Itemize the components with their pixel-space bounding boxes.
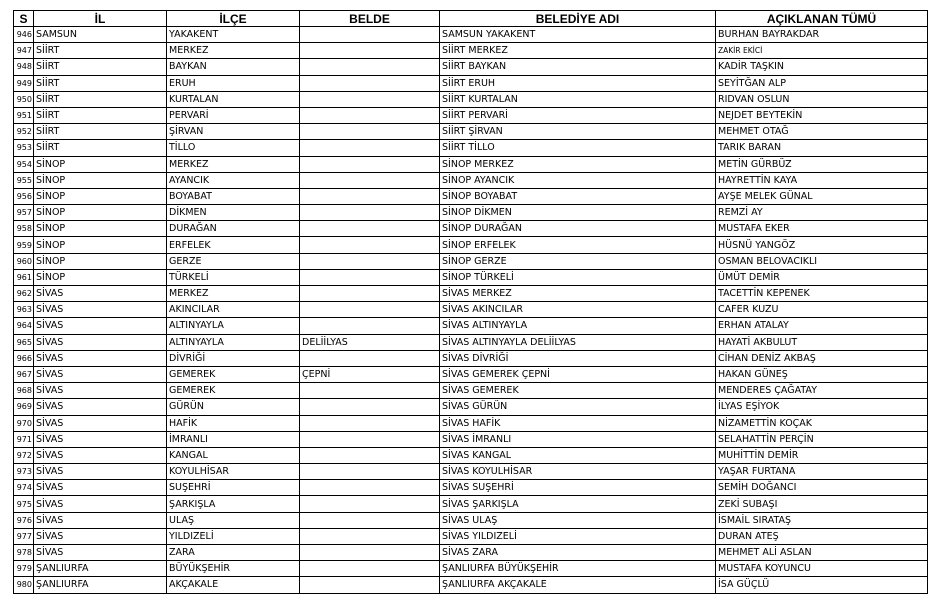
table-row xyxy=(14,512,928,528)
belde-cell xyxy=(300,107,440,123)
belde-cell: ÇEPNİ xyxy=(300,366,440,382)
ilce-cell: ŞİRVAN xyxy=(167,124,300,140)
row-number: 949 xyxy=(14,75,34,91)
table-row xyxy=(14,188,928,204)
aciklanan-cell: TARIK BARAN xyxy=(716,140,928,156)
table-row xyxy=(14,480,928,496)
belediye-adi-cell: SİİRT ŞİRVAN xyxy=(440,124,716,140)
il-cell: SİNOP xyxy=(34,172,167,188)
row-number: 969 xyxy=(14,399,34,415)
aciklanan-cell: MUHİTTİN DEMİR xyxy=(716,447,928,463)
ilce-cell: PERVARİ xyxy=(167,107,300,123)
table-row xyxy=(14,318,928,334)
il-cell: SİNOP xyxy=(34,188,167,204)
row-number: 978 xyxy=(14,545,34,561)
row-number: 956 xyxy=(14,188,34,204)
aciklanan-cell: YAŞAR FURTANA xyxy=(716,464,928,480)
ilce-cell: ERUH xyxy=(167,75,300,91)
belde-cell xyxy=(300,237,440,253)
belediye-adi-cell: SİNOP AYANCIK xyxy=(440,172,716,188)
il-cell: SİNOP xyxy=(34,205,167,221)
belediye-adi-cell: SİVAS KOYULHİSAR xyxy=(440,464,716,480)
aciklanan-cell: METİN GÜRBÜZ xyxy=(716,156,928,172)
ilce-cell: TİLLO xyxy=(167,140,300,156)
il-cell: SİVAS xyxy=(34,464,167,480)
belediye-adi-cell: SİİRT TİLLO xyxy=(440,140,716,156)
row-number: 951 xyxy=(14,107,34,123)
aciklanan-cell: REMZİ AY xyxy=(716,205,928,221)
belediye-adi-cell: SİVAS GÜRÜN xyxy=(440,399,716,415)
belediye-adi-cell: SİVAS YILDIZELİ xyxy=(440,528,716,544)
aciklanan-cell: HAKAN GÜNEŞ xyxy=(716,366,928,382)
belde-cell xyxy=(300,43,440,59)
il-cell: SİVAS xyxy=(34,383,167,399)
ilce-cell: DURAĞAN xyxy=(167,221,300,237)
belediye-adi-cell: SİVAS İMRANLI xyxy=(440,431,716,447)
table-row xyxy=(14,545,928,561)
belediye-adi-cell: SİNOP TÜRKELİ xyxy=(440,269,716,285)
il-cell: SAMSUN xyxy=(34,27,167,43)
belediye-adi-cell: SİNOP ERFELEK xyxy=(440,237,716,253)
row-number: 972 xyxy=(14,447,34,463)
table-row xyxy=(14,496,928,512)
belde-cell xyxy=(300,561,440,577)
ilce-cell: KOYULHİSAR xyxy=(167,464,300,480)
ilce-cell: GEMEREK xyxy=(167,383,300,399)
il-cell: SİVAS xyxy=(34,366,167,382)
ilce-cell: DİVRİĞİ xyxy=(167,350,300,366)
ilce-cell: KANGAL xyxy=(167,447,300,463)
aciklanan-cell: MUSTAFA EKER xyxy=(716,221,928,237)
belediye-adi-cell: SİVAS HAFİK xyxy=(440,415,716,431)
belde-cell xyxy=(300,528,440,544)
ilce-cell: YAKAKENT xyxy=(167,27,300,43)
aciklanan-cell: CAFER KUZU xyxy=(716,302,928,318)
belediye-adi-cell: SİVAS ALTINYAYLA xyxy=(440,318,716,334)
table-row xyxy=(14,269,928,285)
row-number: 959 xyxy=(14,237,34,253)
il-cell: SİİRT xyxy=(34,91,167,107)
belde-cell xyxy=(300,124,440,140)
aciklanan-cell: NİZAMETTİN KOÇAK xyxy=(716,415,928,431)
belde-cell xyxy=(300,545,440,561)
table-row xyxy=(14,561,928,577)
belediye-adi-cell: SİVAS SUŞEHRİ xyxy=(440,480,716,496)
il-cell: SİNOP xyxy=(34,156,167,172)
row-number: 963 xyxy=(14,302,34,318)
belediye-adi-cell: SAMSUN YAKAKENT xyxy=(440,27,716,43)
il-cell: SİNOP xyxy=(34,221,167,237)
belediye-adi-cell: SİNOP DİKMEN xyxy=(440,205,716,221)
belediye-adi-cell: SİİRT PERVARİ xyxy=(440,107,716,123)
belde-cell xyxy=(300,399,440,415)
belediye-adi-cell: SİVAS DİVRİĞİ xyxy=(440,350,716,366)
table-row xyxy=(14,464,928,480)
aciklanan-cell: ERHAN ATALAY xyxy=(716,318,928,334)
row-number: 957 xyxy=(14,205,34,221)
il-cell: SİİRT xyxy=(34,107,167,123)
aciklanan-cell: ZAKİR EKİCİ xyxy=(716,43,928,59)
table-row xyxy=(14,350,928,366)
table-row xyxy=(14,302,928,318)
row-number: 954 xyxy=(14,156,34,172)
aciklanan-cell: OSMAN BELOVACIKLI xyxy=(716,253,928,269)
row-number: 979 xyxy=(14,561,34,577)
il-cell: SİNOP xyxy=(34,253,167,269)
belde-cell xyxy=(300,205,440,221)
header-aciklanan-tumu: AÇIKLANAN TÜMÜ xyxy=(716,11,928,27)
il-cell: SİVAS xyxy=(34,528,167,544)
aciklanan-cell: İSMAİL SIRATAŞ xyxy=(716,512,928,528)
table-row xyxy=(14,431,928,447)
table-row xyxy=(14,334,928,350)
row-number: 980 xyxy=(14,577,34,593)
belediye-adi-cell: SİVAS ŞARKIŞLA xyxy=(440,496,716,512)
table-row xyxy=(14,124,928,140)
belde-cell xyxy=(300,91,440,107)
aciklanan-cell: MEHMET OTAĞ xyxy=(716,124,928,140)
ilce-cell: DİKMEN xyxy=(167,205,300,221)
ilce-cell: TÜRKELİ xyxy=(167,269,300,285)
belde-cell xyxy=(300,512,440,528)
belediye-adi-cell: SİVAS ULAŞ xyxy=(440,512,716,528)
aciklanan-cell: RIDVAN OSLUN xyxy=(716,91,928,107)
row-number: 971 xyxy=(14,431,34,447)
belde-cell xyxy=(300,577,440,593)
belediye-adi-cell: ŞANLIURFA BÜYÜKŞEHİR xyxy=(440,561,716,577)
belediye-adi-cell: SİVAS ZARA xyxy=(440,545,716,561)
belde-cell xyxy=(300,464,440,480)
ilce-cell: ERFELEK xyxy=(167,237,300,253)
header-s: S xyxy=(14,11,34,27)
table-row xyxy=(14,528,928,544)
table-row xyxy=(14,237,928,253)
header-belde: BELDE xyxy=(300,11,440,27)
row-number: 975 xyxy=(14,496,34,512)
ilce-cell: GERZE xyxy=(167,253,300,269)
belediye-adi-cell: ŞANLIURFA AKÇAKALE xyxy=(440,577,716,593)
row-number: 964 xyxy=(14,318,34,334)
il-cell: ŞANLIURFA xyxy=(34,577,167,593)
table-row xyxy=(14,399,928,415)
row-number: 961 xyxy=(14,269,34,285)
ilce-cell: ALTINYAYLA xyxy=(167,318,300,334)
belde-cell xyxy=(300,350,440,366)
ilce-cell: GEMEREK xyxy=(167,366,300,382)
table-row xyxy=(14,577,928,593)
il-cell: SİİRT xyxy=(34,75,167,91)
ilce-cell: AKINCILAR xyxy=(167,302,300,318)
aciklanan-cell: ZEKİ SUBAŞI xyxy=(716,496,928,512)
il-cell: SİVAS xyxy=(34,480,167,496)
il-cell: SİVAS xyxy=(34,496,167,512)
row-number: 958 xyxy=(14,221,34,237)
aciklanan-cell: CİHAN DENİZ AKBAŞ xyxy=(716,350,928,366)
aciklanan-cell: SEMİH DOĞANCI xyxy=(716,480,928,496)
row-number: 962 xyxy=(14,286,34,302)
table-row xyxy=(14,286,928,302)
table-row xyxy=(14,91,928,107)
row-number: 955 xyxy=(14,172,34,188)
table-row xyxy=(14,383,928,399)
aciklanan-cell: KADİR TAŞKIN xyxy=(716,59,928,75)
belde-cell xyxy=(300,269,440,285)
row-number: 966 xyxy=(14,350,34,366)
belde-cell xyxy=(300,480,440,496)
aciklanan-cell: HAYATİ AKBULUT xyxy=(716,334,928,350)
belediye-adi-cell: SİVAS GEMEREK ÇEPNİ xyxy=(440,366,716,382)
row-number: 976 xyxy=(14,512,34,528)
ilce-cell: MERKEZ xyxy=(167,286,300,302)
row-number: 950 xyxy=(14,91,34,107)
belde-cell xyxy=(300,415,440,431)
belediye-adi-cell: SİİRT MERKEZ xyxy=(440,43,716,59)
municipality-table xyxy=(13,10,928,594)
row-number: 947 xyxy=(14,43,34,59)
table-body xyxy=(14,27,928,594)
aciklanan-cell: MEHMET ALİ ASLAN xyxy=(716,545,928,561)
il-cell: SİVAS xyxy=(34,350,167,366)
belediye-adi-cell: SİVAS KANGAL xyxy=(440,447,716,463)
il-cell: SİİRT xyxy=(34,43,167,59)
aciklanan-cell: ÜMÜT DEMİR xyxy=(716,269,928,285)
belediye-adi-cell: SİNOP MERKEZ xyxy=(440,156,716,172)
ilce-cell: İMRANLI xyxy=(167,431,300,447)
ilce-cell: ŞARKIŞLA xyxy=(167,496,300,512)
belediye-adi-cell: SİNOP BOYABAT xyxy=(440,188,716,204)
belde-cell xyxy=(300,75,440,91)
aciklanan-cell: MENDERES ÇAĞATAY xyxy=(716,383,928,399)
il-cell: SİİRT xyxy=(34,140,167,156)
il-cell: ŞANLIURFA xyxy=(34,561,167,577)
il-cell: SİVAS xyxy=(34,334,167,350)
row-number: 965 xyxy=(14,334,34,350)
ilce-cell: BAYKAN xyxy=(167,59,300,75)
belediye-adi-cell: SİVAS AKINCILAR xyxy=(440,302,716,318)
belde-cell xyxy=(300,431,440,447)
aciklanan-cell: DURAN ATEŞ xyxy=(716,528,928,544)
table-row xyxy=(14,221,928,237)
table-row xyxy=(14,172,928,188)
belediye-adi-cell: SİVAS GEMEREK xyxy=(440,383,716,399)
belediye-adi-cell: SİVAS ALTINYAYLA DELİİLYAS xyxy=(440,334,716,350)
belde-cell xyxy=(300,59,440,75)
header-row xyxy=(14,11,928,27)
aciklanan-cell: BURHAN BAYRAKDAR xyxy=(716,27,928,43)
il-cell: SİNOP xyxy=(34,269,167,285)
il-cell: SİVAS xyxy=(34,512,167,528)
ilce-cell: HAFİK xyxy=(167,415,300,431)
belde-cell xyxy=(300,27,440,43)
row-number: 970 xyxy=(14,415,34,431)
belediye-adi-cell: SİİRT KURTALAN xyxy=(440,91,716,107)
belediye-adi-cell: SİİRT ERUH xyxy=(440,75,716,91)
table-row xyxy=(14,205,928,221)
table-row xyxy=(14,447,928,463)
il-cell: SİVAS xyxy=(34,399,167,415)
header-il: İL xyxy=(34,11,167,27)
belde-cell xyxy=(300,172,440,188)
ilce-cell: KURTALAN xyxy=(167,91,300,107)
table-row xyxy=(14,59,928,75)
belde-cell xyxy=(300,286,440,302)
row-number: 968 xyxy=(14,383,34,399)
il-cell: SİVAS xyxy=(34,431,167,447)
ilce-cell: YILDIZELİ xyxy=(167,528,300,544)
table-row xyxy=(14,43,928,59)
row-number: 948 xyxy=(14,59,34,75)
table-row xyxy=(14,156,928,172)
il-cell: SİVAS xyxy=(34,415,167,431)
table-row xyxy=(14,107,928,123)
belde-cell xyxy=(300,496,440,512)
belediye-adi-cell: SİVAS MERKEZ xyxy=(440,286,716,302)
row-number: 973 xyxy=(14,464,34,480)
table-row xyxy=(14,27,928,43)
belediye-adi-cell: SİİRT BAYKAN xyxy=(440,59,716,75)
aciklanan-cell: HAYRETTİN KAYA xyxy=(716,172,928,188)
belde-cell xyxy=(300,318,440,334)
spreadsheet xyxy=(13,10,928,594)
il-cell: SİNOP xyxy=(34,237,167,253)
ilce-cell: ZARA xyxy=(167,545,300,561)
row-number: 953 xyxy=(14,140,34,156)
aciklanan-cell: İSA GÜÇLÜ xyxy=(716,577,928,593)
ilce-cell: BÜYÜKŞEHİR xyxy=(167,561,300,577)
belediye-adi-cell: SİNOP DURAĞAN xyxy=(440,221,716,237)
il-cell: SİVAS xyxy=(34,545,167,561)
row-number: 960 xyxy=(14,253,34,269)
il-cell: SİVAS xyxy=(34,302,167,318)
aciklanan-cell: MUSTAFA KOYUNCU xyxy=(716,561,928,577)
il-cell: SİVAS xyxy=(34,318,167,334)
belde-cell xyxy=(300,140,440,156)
belde-cell xyxy=(300,253,440,269)
ilce-cell: ULAŞ xyxy=(167,512,300,528)
ilce-cell: MERKEZ xyxy=(167,43,300,59)
il-cell: SİVAS xyxy=(34,447,167,463)
il-cell: SİİRT xyxy=(34,59,167,75)
aciklanan-cell: AYŞE MELEK GÜNAL xyxy=(716,188,928,204)
row-number: 952 xyxy=(14,124,34,140)
il-cell: SİİRT xyxy=(34,124,167,140)
belde-cell xyxy=(300,447,440,463)
ilce-cell: AYANCIK xyxy=(167,172,300,188)
table-row xyxy=(14,366,928,382)
row-number: 967 xyxy=(14,366,34,382)
aciklanan-cell: HÜSNÜ YANGÖZ xyxy=(716,237,928,253)
header-ilce: İLÇE xyxy=(167,11,300,27)
ilce-cell: AKÇAKALE xyxy=(167,577,300,593)
table-row xyxy=(14,75,928,91)
ilce-cell: BOYABAT xyxy=(167,188,300,204)
aciklanan-cell: İLYAS EŞİYOK xyxy=(716,399,928,415)
aciklanan-cell: NEJDET BEYTEKİN xyxy=(716,107,928,123)
belde-cell xyxy=(300,188,440,204)
row-number: 977 xyxy=(14,528,34,544)
ilce-cell: GÜRÜN xyxy=(167,399,300,415)
header-belediye-adi: BELEDİYE ADI xyxy=(440,11,716,27)
table-row xyxy=(14,253,928,269)
belde-cell xyxy=(300,221,440,237)
table-row xyxy=(14,415,928,431)
aciklanan-cell: SELAHATTİN PERÇİN xyxy=(716,431,928,447)
table-row xyxy=(14,140,928,156)
row-number: 974 xyxy=(14,480,34,496)
belde-cell xyxy=(300,156,440,172)
ilce-cell: ALTINYAYLA xyxy=(167,334,300,350)
belediye-adi-cell: SİNOP GERZE xyxy=(440,253,716,269)
aciklanan-cell: SEYİTĞAN ALP xyxy=(716,75,928,91)
belde-cell: DELİİLYAS xyxy=(300,334,440,350)
ilce-cell: MERKEZ xyxy=(167,156,300,172)
aciklanan-cell: TACETTİN KEPENEK xyxy=(716,286,928,302)
belde-cell xyxy=(300,302,440,318)
ilce-cell: SUŞEHRİ xyxy=(167,480,300,496)
il-cell: SİVAS xyxy=(34,286,167,302)
belde-cell xyxy=(300,383,440,399)
row-number: 946 xyxy=(14,27,34,43)
